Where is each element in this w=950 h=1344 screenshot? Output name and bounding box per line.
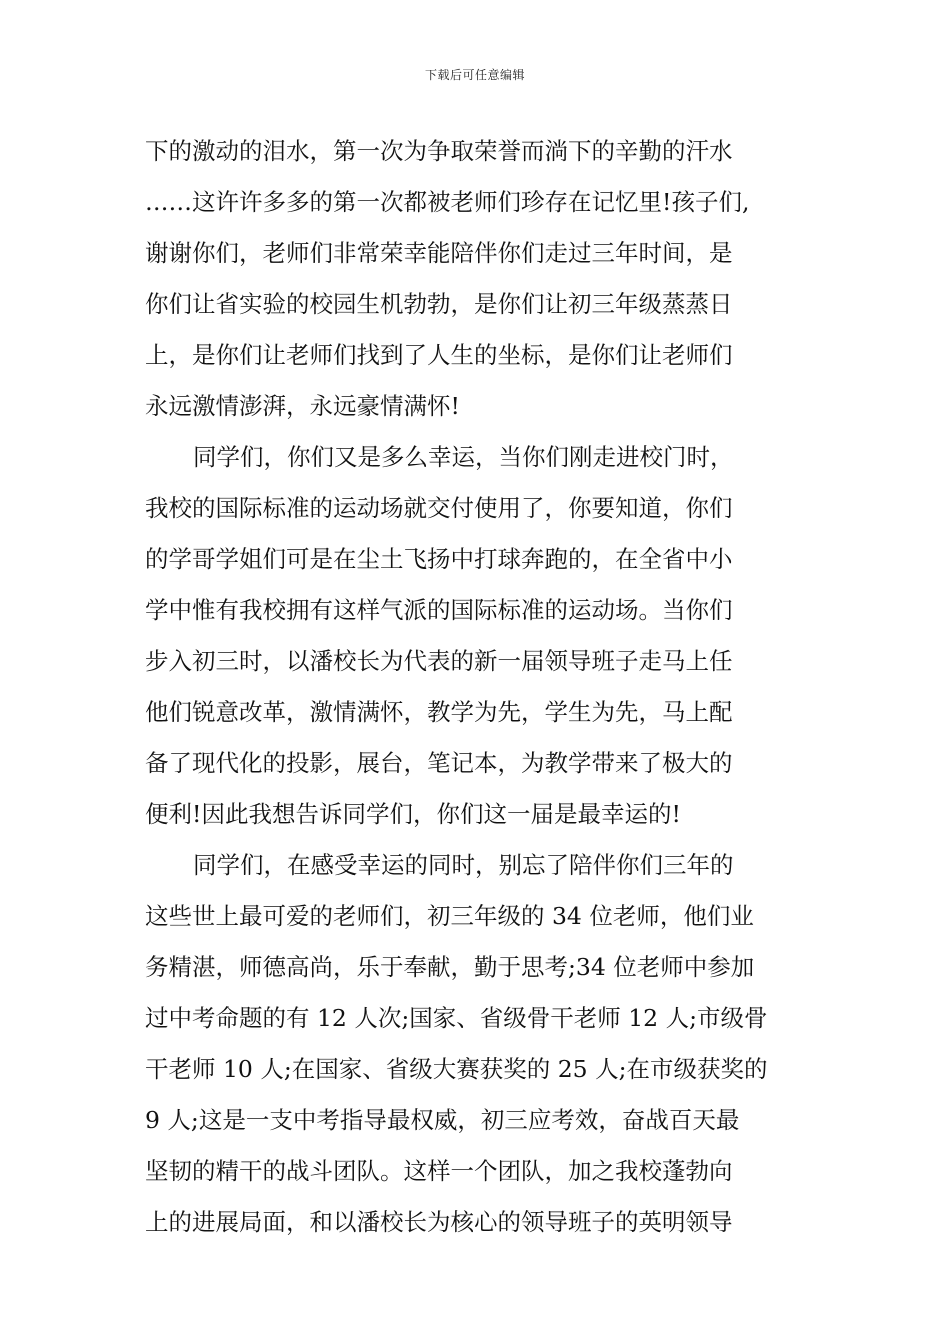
text-line: 他们锐意改革，激情满怀，教学为先，学生为先，马上配 <box>145 698 733 726</box>
text-line: 备了现代化的投影，展台，笔记本，为教学带来了极大的 <box>145 749 733 777</box>
text-line: 谢谢你们，老师们非常荣幸能陪伴你们走过三年时间，是 <box>145 239 733 267</box>
text-line: 坚韧的精干的战斗团队。这样一个团队，加之我校蓬勃向 <box>145 1157 733 1185</box>
text-line: 便利!因此我想告诉同学们，你们这一届是最幸运的! <box>145 800 681 828</box>
text-line: 上的进展局面，和以潘校长为核心的领导班子的英明领导 <box>145 1208 733 1236</box>
body-text <box>145 126 815 1248</box>
text-line: 你们让省实验的校园生机勃勃，是你们让初三年级蒸蒸日 <box>145 290 733 318</box>
text-line: 我校的国际标准的运动场就交付使用了，你要知道，你们 <box>145 494 733 522</box>
text-line: 永远激情澎湃，永远豪情满怀! <box>145 392 460 420</box>
text-line: 务精湛，师德高尚，乐于奉献，勤于思考;34 位老师中参加 <box>145 953 755 981</box>
text-line: 9 人;这是一支中考指导最权威，初三应考效，奋战百天最 <box>145 1106 740 1134</box>
text-line: 上，是你们让老师们找到了人生的坐标，是你们让老师们 <box>145 341 733 369</box>
text-line: 下的激动的泪水，第一次为争取荣誉而淌下的辛勤的汗水 <box>145 137 733 165</box>
page-header: 下载后可任意编辑 <box>424 68 525 82</box>
text-line: 同学们，在感受幸运的同时，别忘了陪伴你们三年的 <box>193 851 734 879</box>
text-line: 这些世上最可爱的老师们，初三年级的 34 位老师，他们业 <box>145 902 754 930</box>
text-line: 过中考命题的有 12 人次;国家、省级骨干老师 12 人;市级骨 <box>145 1004 768 1032</box>
text-line: 学中惟有我校拥有这样气派的国际标准的运动场。当你们 <box>145 596 733 624</box>
text-line: ……这许许多多的第一次都被老师们珍存在记忆里!孩子们, <box>145 188 750 216</box>
text-line: 步入初三时，以潘校长为代表的新一届领导班子走马上任 <box>145 647 733 675</box>
text-line: 的学哥学姐们可是在尘土飞扬中打球奔跑的，在全省中小 <box>145 545 733 573</box>
text-line: 同学们，你们又是多么幸运，当你们刚走进校门时， <box>193 443 734 471</box>
text-line: 干老师 10 人;在国家、省级大赛获奖的 25 人;在市级获奖的 <box>145 1055 768 1083</box>
